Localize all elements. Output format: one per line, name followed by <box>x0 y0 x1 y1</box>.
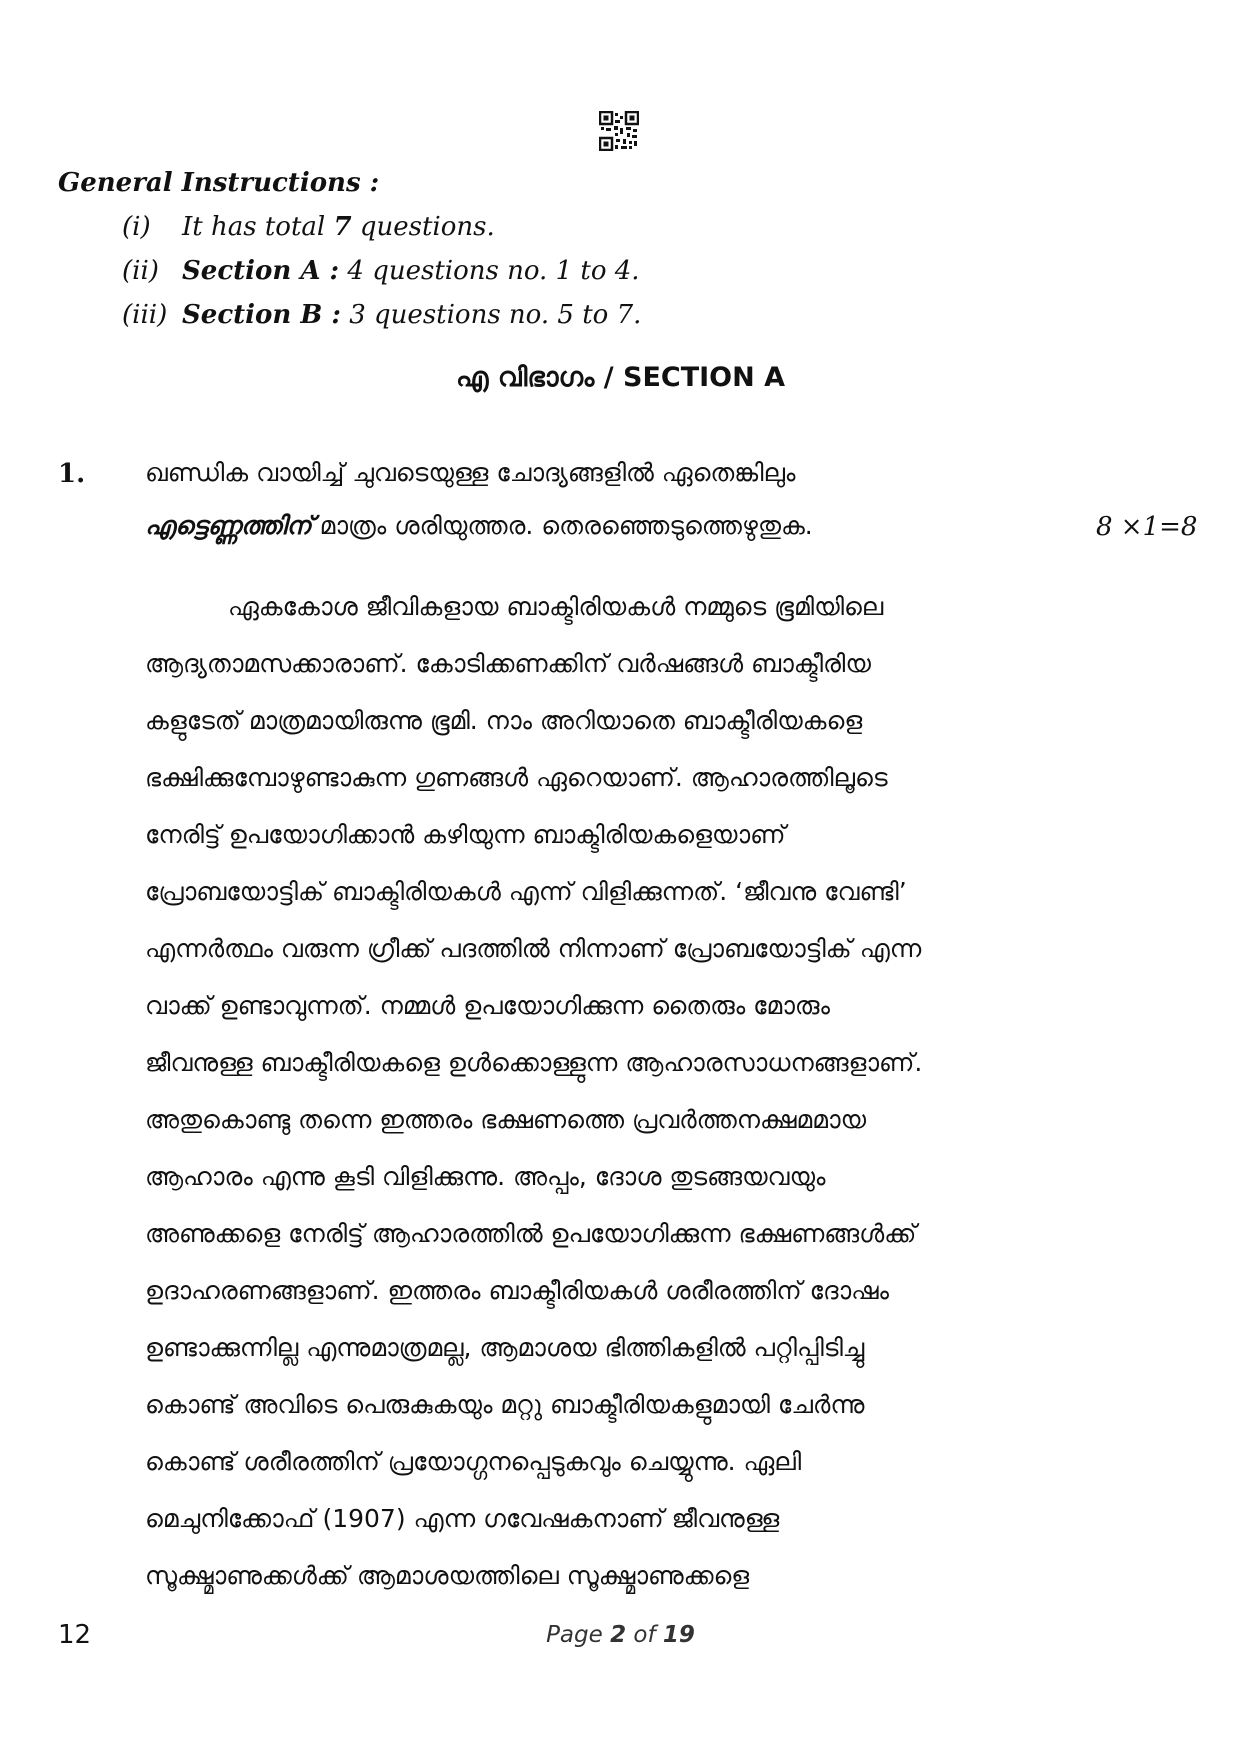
passage-line: സൂക്ഷ്മാണുക്കൾക്ക് ആമാശയത്തിലെ സൂക്ഷ്മാണുക്കളെ <box>145 1561 750 1590</box>
marks-allocation: 8 ×1=8 <box>1096 512 1198 542</box>
passage-line: അതുകൊണ്ടു തന്നെ ഇത്തരം ഭക്ഷണത്തെ പ്രവർത്തനക്ഷമമായ <box>145 1105 867 1134</box>
passage-line: അണുക്കളെ നേരിട്ട് ആഹാരത്തിൽ ഉപയോഗിക്കുന്ന ഭക്ഷണങ്ങൾക്ക് <box>145 1219 917 1248</box>
instruction-text: It has total <box>182 212 334 242</box>
question-line-2-text: മാത്രം ശരിയുത്തര. തെരഞ്ഞെടുത്തെഴുതുക. <box>311 511 813 540</box>
passage-line: ആഹാരം എന്നു കൂടി വിളിക്കുന്നു. അപ്പം, ദോശ തുടങ്ങയവയും <box>145 1162 826 1191</box>
instruction-item <box>122 212 495 242</box>
instruction-text: questions. <box>351 212 495 242</box>
instruction-text: 3 questions no. 5 to 7. <box>340 300 642 330</box>
instruction-bold: Section A : <box>182 256 340 286</box>
passage-line: മെചുനിക്കോഫ് (1907) എന്ന ഗവേഷകനാണ് ജീവനുള്ള <box>145 1504 780 1533</box>
passage-line: ഭക്ഷിക്കുമ്പോഴുണ്ടാകുന്ന ഗുണങ്ങൾ ഏറെയാണ്. ആഹാരത്തിലൂടെ <box>145 763 888 792</box>
page-indicator <box>0 1622 1241 1648</box>
page-prefix: Page <box>546 1622 611 1648</box>
paper-code: 12 <box>58 1620 92 1650</box>
question-line-2 <box>145 511 813 541</box>
passage-line: ഉണ്ടാക്കുന്നില്ല എന്നുമാത്രമല്ല, ആമാശയ ഭിത്തികളിൽ പറ്റിപ്പിടിച്ചു <box>145 1333 865 1362</box>
section-heading: എ വിഭാഗം / SECTION A <box>455 362 786 393</box>
instruction-number: (i) <box>122 212 151 242</box>
page-number: 2 <box>610 1622 627 1648</box>
general-instructions-title: General Instructions : <box>58 168 380 198</box>
passage-line: പ്രോബയോട്ടിക് ബാക്ടിരിയകൾ എന്ന് വിളിക്കുന്നത്. ‘ജീവനു വേണ്ടി’ <box>145 877 907 906</box>
instruction-item <box>122 256 640 286</box>
qr-code-icon <box>599 111 639 151</box>
question-number: 1. <box>58 459 86 489</box>
passage-line: കളുടേത് മാത്രമായിരുന്നു ഭൂമി. നാം അറിയാതെ ബാക്ടീരിയകളെ <box>145 706 863 735</box>
passage-line: ഉദാഹരണങ്ങളാണ്. ഇത്തരം ബാക്ടീരിയകൾ ശരീരത്തിന് ദോഷം <box>145 1276 890 1305</box>
page-total: 19 <box>662 1622 695 1648</box>
page-of: of <box>626 1622 663 1648</box>
instruction-item <box>122 300 641 330</box>
question-line-1: ഖണ്ഡിക വായിച്ച് ചുവടെയുള്ള ചോദ്യങ്ങളിൽ ഏതെങ്കിലും <box>145 458 796 487</box>
passage-line: ആദ്യതാമസക്കാരാണ്. കോടിക്കണക്കിന് വർഷങ്ങൾ ബാക്ടീരിയ <box>145 649 871 678</box>
instruction-number: (iii) <box>122 300 168 330</box>
instruction-number: (ii) <box>122 256 159 286</box>
passage-line: നേരിട്ട് ഉപയോഗിക്കാൻ കഴിയുന്ന ബാക്ടിരിയകളെയാണ് <box>145 820 786 849</box>
passage-line: കൊണ്ട് ശരീരത്തിന് പ്രയോഗ്ഗനപ്പെടുകവും ചെയ്യുന്നു. ഏലി <box>145 1447 802 1476</box>
instruction-bold: Section B : <box>182 300 341 330</box>
passage-line: എന്നർത്ഥം വരുന്ന ഗ്രീക്ക് പദത്തിൽ നിന്നാണ് പ്രോബയോട്ടിക് എന്ന <box>145 934 922 963</box>
passage-line: വാക്ക് ഉണ്ടാവുന്നത്. നമ്മൾ ഉപയോഗിക്കുന്ന തൈരും മോരും <box>145 991 830 1020</box>
instruction-bold: 7 <box>333 212 352 242</box>
passage-line: കൊണ്ട് അവിടെ പെരുകുകയും മറ്റു ബാക്ടീരിയകളുമായി ചേർന്നു <box>145 1390 865 1419</box>
passage-line: ഏകകോശ ജീവികളായ ബാക്ടിരിയകൾ നമ്മുടെ ഭൂമിയിലെ <box>228 592 884 621</box>
instruction-text: 4 questions no. 1 to 4. <box>339 256 640 286</box>
passage-line: ജീവനുള്ള ബാക്ടീരിയകളെ ഉൾക്കൊള്ളുന്ന ആഹാരസാധനങ്ങളാണ്. <box>145 1048 923 1077</box>
question-emphasis: എട്ടെണ്ണത്തിന് <box>145 511 312 540</box>
